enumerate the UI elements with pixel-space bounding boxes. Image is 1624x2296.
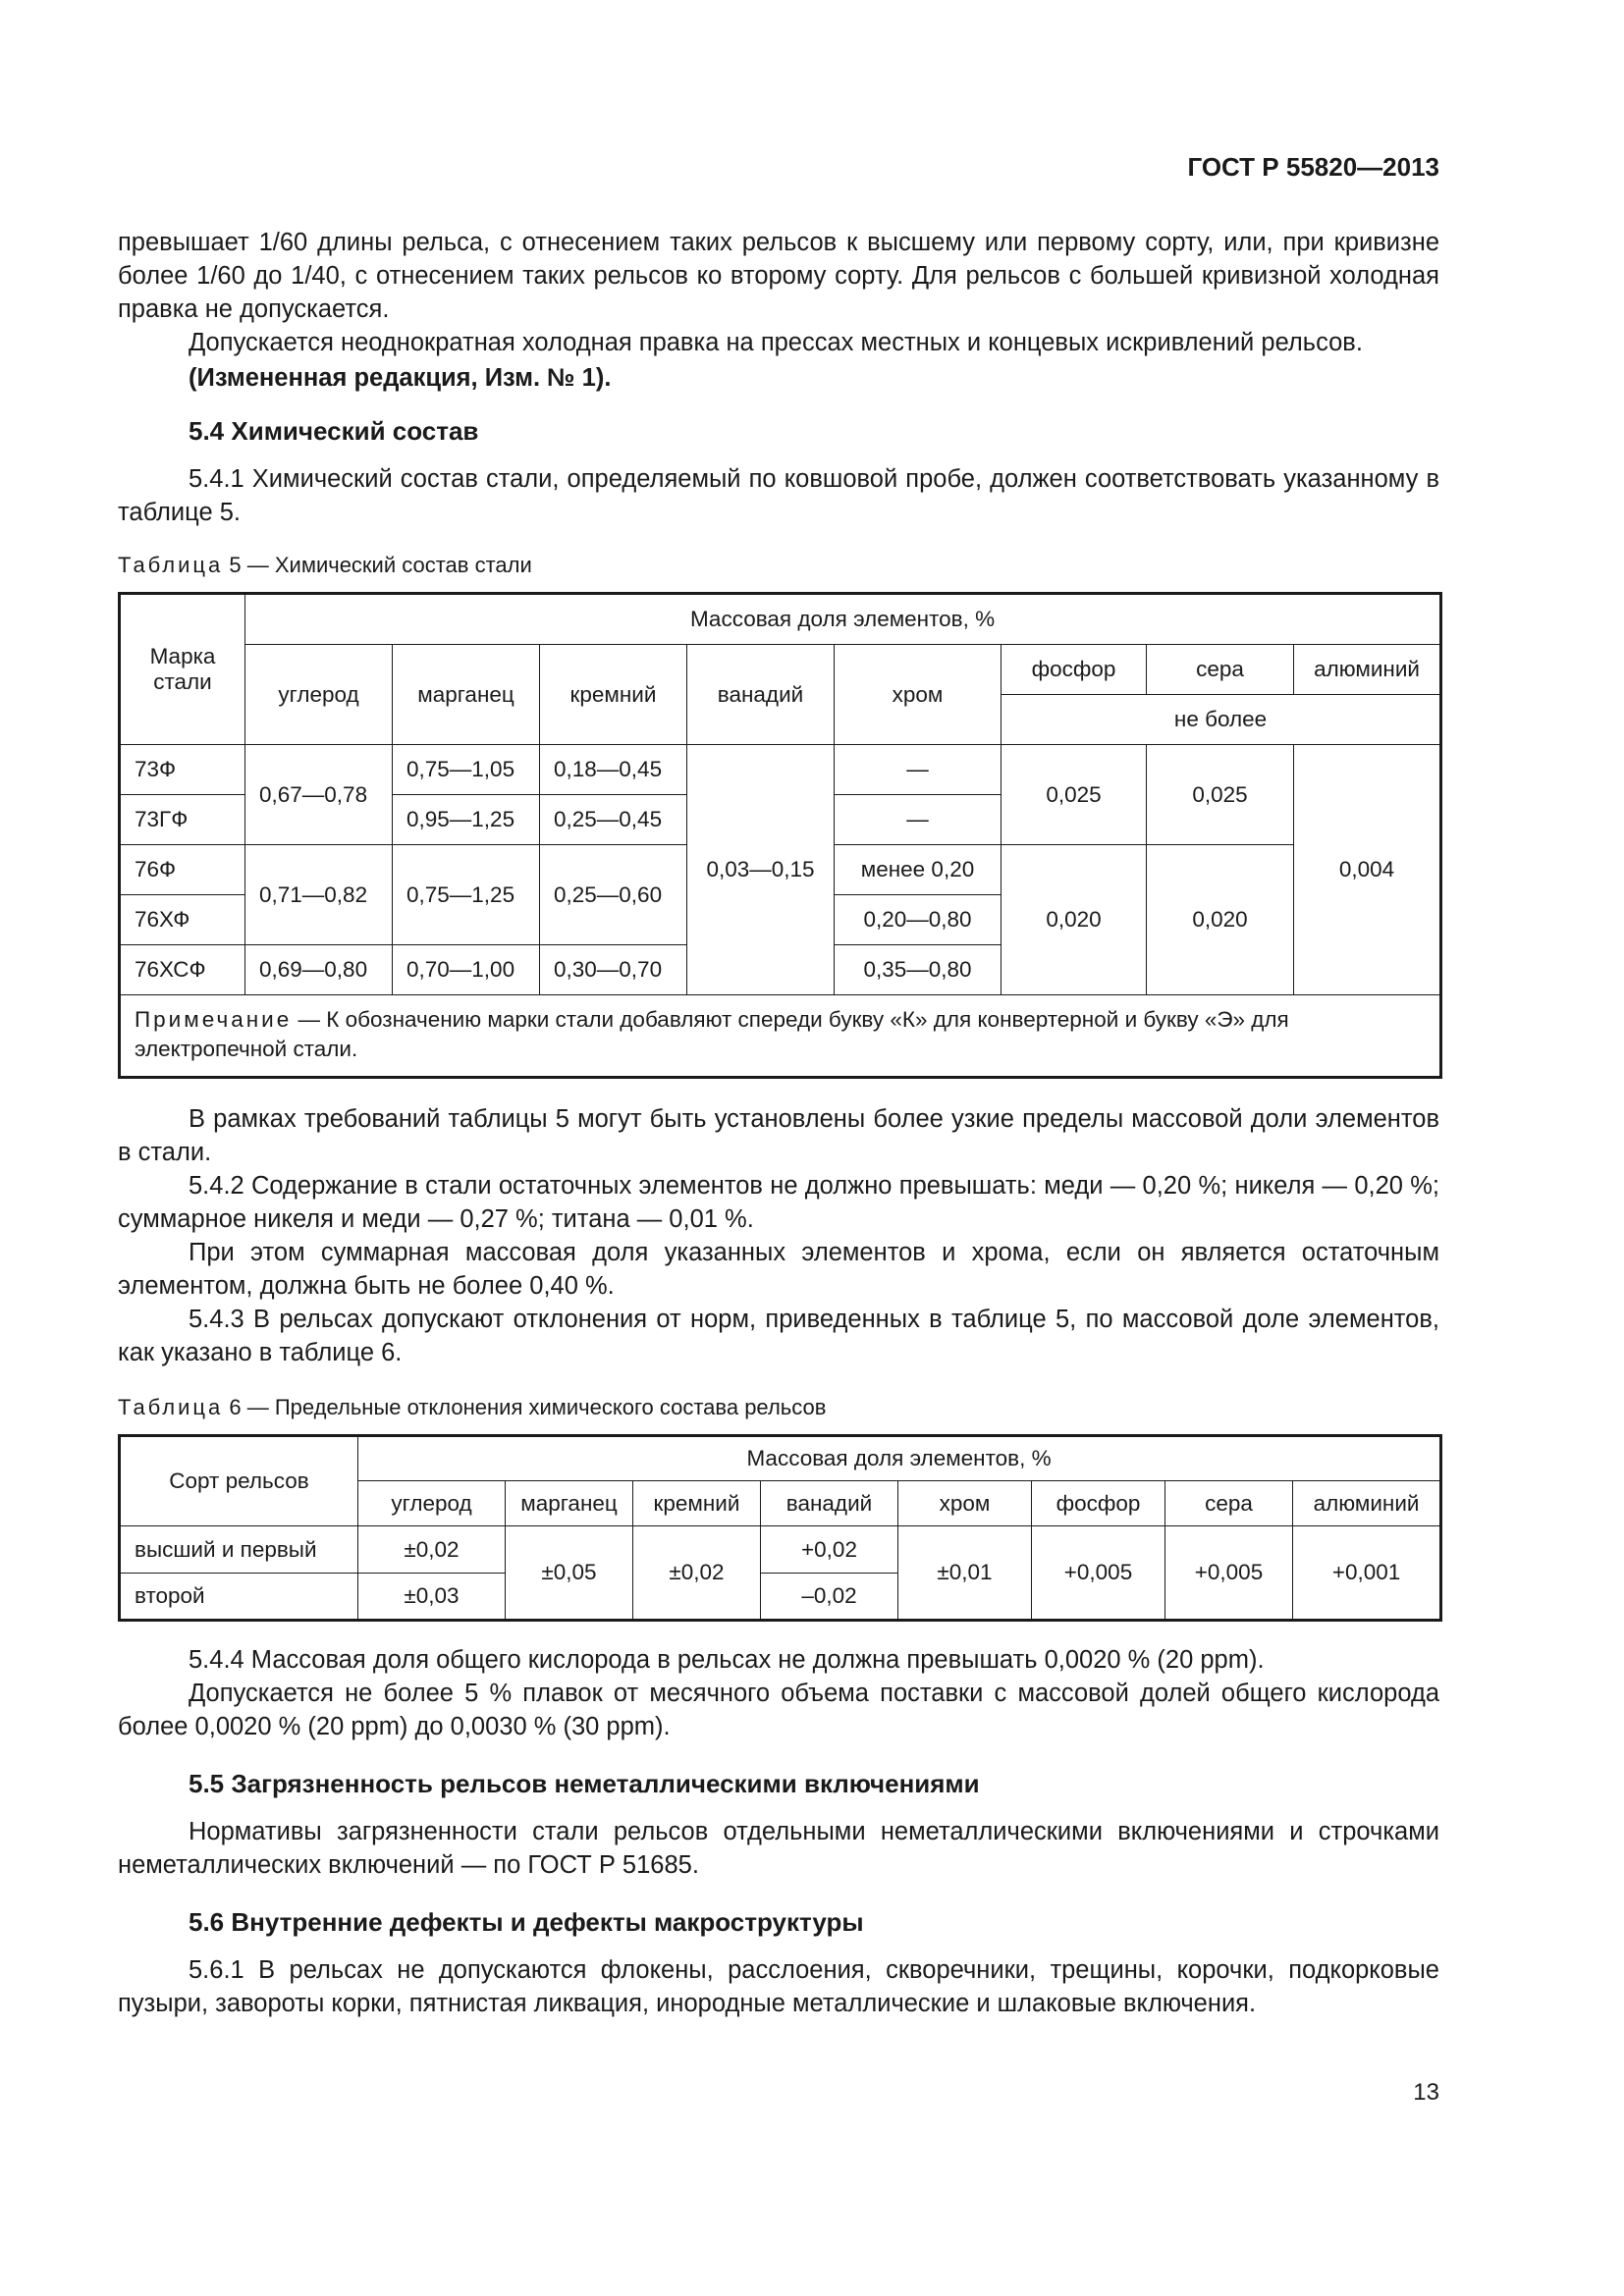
paragraph-cold-straightening: Допускается неоднократная холодная правка на прессах местных и концевых искривлений рельсов. xyxy=(189,329,1363,356)
paragraph-5-4-4: 5.4.4 Массовая доля общего кислорода в рельсах не должна превышать 0,0020 % (20 ppm). xyxy=(189,1646,1265,1674)
table5-cell: 0,004 xyxy=(1294,745,1441,995)
table5-cell: 0,35—0,80 xyxy=(835,945,1001,995)
table5-cell: 0,18—0,45 xyxy=(540,745,687,795)
table5-cell: 0,020 xyxy=(1001,845,1147,995)
table6-header-sort: Сорт рельсов xyxy=(120,1436,358,1526)
table5-cell: 0,025 xyxy=(1001,745,1147,845)
table5-header-phosphorus: фосфор xyxy=(1001,645,1147,695)
table6-cell: ±0,05 xyxy=(506,1526,633,1621)
paragraph-revision-note: (Измененная редакция, Изм. № 1). xyxy=(189,364,612,392)
table5-cell: 0,25—0,60 xyxy=(540,845,687,945)
table5-note xyxy=(120,995,1441,1078)
table6-header-sulfur: сера xyxy=(1165,1481,1293,1526)
paragraph-5-4-1: 5.4.1 Химический состав стали, определяемый по ковшовой пробе, должен соответствовать указанному в таблице 5. xyxy=(118,465,1439,526)
paragraph-5-6-1: 5.6.1 В рельсах не допускаются флокены, расслоения, скворечники, трещины, корочки, подкорковые пузыри, завороты корки, пятнистая ликвация, инородные металлические и шлаковые включения. xyxy=(118,1956,1439,2017)
table5-cell: 0,30—0,70 xyxy=(540,945,687,995)
document-id: ГОСТ Р 55820—2013 xyxy=(1187,152,1439,182)
paragraph-5-4-2: 5.4.2 Содержание в стали остаточных элементов не должно превышать: меди — 0,20 %; никеля — 0,20 %; суммарное никеля и меди — 0,27 %; титана — 0,01 %. xyxy=(118,1172,1439,1233)
table6-header-mass: Массовая доля элементов, % xyxy=(358,1436,1441,1481)
table6-cell: +0,005 xyxy=(1165,1526,1293,1621)
table5-note-word: Примечание xyxy=(135,1007,293,1032)
table6-cell: +0,005 xyxy=(1032,1526,1165,1621)
table5-cell: 0,020 xyxy=(1147,845,1294,995)
table5-header-chromium: хром xyxy=(835,645,1001,745)
table5-cell: 0,69—0,80 xyxy=(245,945,393,995)
table6-cell: +0,001 xyxy=(1293,1526,1441,1621)
table6-caption xyxy=(118,1395,1439,1420)
section-5-6-title: 5.6 Внутренние дефекты и дефекты макроструктуры xyxy=(189,1907,864,1937)
table5-cell: 0,03—0,15 xyxy=(687,745,835,995)
section-5-4-title: 5.4 Химический состав xyxy=(189,416,479,446)
table5-cell: 0,71—0,82 xyxy=(245,845,393,945)
table5-caption-word: Таблица xyxy=(118,553,224,577)
table5-grade: 76Ф xyxy=(120,845,245,895)
table5-cell: — xyxy=(835,745,1001,795)
table6-sort: второй xyxy=(120,1574,358,1621)
table5-cell: 0,20—0,80 xyxy=(835,895,1001,945)
table5-cell: 0,025 xyxy=(1147,745,1294,845)
table5-grade: 73ГФ xyxy=(120,795,245,845)
table5-cell: менее 0,20 xyxy=(835,845,1001,895)
table6-header-vanadium: ванадий xyxy=(761,1481,898,1526)
table5-caption xyxy=(118,553,1439,578)
table5-grade: 76ХСФ xyxy=(120,945,245,995)
table5-header-mass: Массовая доля элементов, % xyxy=(245,594,1441,645)
table6-header-phosphorus: фосфор xyxy=(1032,1481,1165,1526)
table6-cell: +0,02 xyxy=(761,1526,898,1574)
table5-cell: 0,75—1,25 xyxy=(393,845,540,945)
table5-header-sulfur: сера xyxy=(1147,645,1294,695)
paragraph-5-4-4-allowance: Допускается не более 5 % плавок от месячного объема поставки с массовой долей общего кислорода более 0,0020 % (20 ppm) до 0,0030 % (30 ppm). xyxy=(118,1680,1439,1740)
table6-cell: –0,02 xyxy=(761,1574,898,1621)
table6-header-silicon: кремний xyxy=(633,1481,761,1526)
table5-cell: 0,95—1,25 xyxy=(393,795,540,845)
table5-header-manganese: марганец xyxy=(393,645,540,745)
table5-cell: 0,25—0,45 xyxy=(540,795,687,845)
table6-cell: ±0,02 xyxy=(358,1526,506,1574)
table5-cell: 0,75—1,05 xyxy=(393,745,540,795)
table5-chemical-composition xyxy=(118,592,1442,1079)
page-body xyxy=(118,0,1439,2020)
section-5-5-title: 5.5 Загрязненность рельсов неметаллическими включениями xyxy=(189,1769,980,1798)
paragraph-curvature: превышает 1/60 длины рельса, с отнесением таких рельсов к высшему или первому сорту, или, при кривизне более 1/60 до 1/40, с отнесением таких рельсов ко второму сорту. Для рельсов с большей кривизной холодная правка не допускается. xyxy=(118,229,1439,323)
table6-cell: ±0,03 xyxy=(358,1574,506,1621)
table5-grade: 76ХФ xyxy=(120,895,245,945)
table5-header-carbon: углерод xyxy=(245,645,393,745)
table6-caption-word: Таблица xyxy=(118,1395,224,1419)
table6-cell: ±0,01 xyxy=(898,1526,1032,1621)
table5-caption-text: 5 — Химический состав стали xyxy=(229,553,532,577)
paragraph-5-5: Нормативы загрязненности стали рельсов отдельными неметаллическими включениями и строчками неметаллических включений — по ГОСТ Р 51685. xyxy=(118,1818,1439,1879)
table6-cell: ±0,02 xyxy=(633,1526,761,1621)
table5-header-max: не более xyxy=(1001,695,1441,745)
table5-cell: 0,70—1,00 xyxy=(393,945,540,995)
table5-grade: 73Ф xyxy=(120,745,245,795)
table5-note-text: — К обозначению марки стали добавляют спереди букву «К» для конвертерной и букву «Э» для электропечной стали. xyxy=(135,1007,1289,1061)
table5-header-silicon: кремний xyxy=(540,645,687,745)
paragraph-5-4-3: 5.4.3 В рельсах допускают отклонения от норм, приведенных в таблице 5, по массовой доле элементов, как указано в таблице 6. xyxy=(118,1306,1439,1366)
page-number: 13 xyxy=(1413,2079,1439,2106)
table6-caption-text: 6 — Предельные отклонения химического состава рельсов xyxy=(229,1395,827,1419)
table6-header-aluminum: алюминий xyxy=(1293,1481,1441,1526)
table5-header-aluminum: алюминий xyxy=(1294,645,1441,695)
table6-header-chromium: хром xyxy=(898,1481,1032,1526)
table6-header-manganese: марганец xyxy=(506,1481,633,1526)
table6-deviations xyxy=(118,1434,1442,1622)
table5-header-vanadium: ванадий xyxy=(687,645,835,745)
table5-header-grade: Марка стали xyxy=(120,594,245,745)
table6-sort: высший и первый xyxy=(120,1526,358,1574)
table5-cell: — xyxy=(835,795,1001,845)
table6-header-carbon: углерод xyxy=(358,1481,506,1526)
paragraph-narrow-limits: В рамках требований таблицы 5 могут быть установлены более узкие пределы массовой доли элементов в стали. xyxy=(118,1105,1439,1166)
paragraph-5-4-2-total: При этом суммарная массовая доля указанных элементов и хрома, если он является остаточным элементом, должна быть не более 0,40 %. xyxy=(118,1239,1439,1300)
table5-cell: 0,67—0,78 xyxy=(245,745,393,845)
